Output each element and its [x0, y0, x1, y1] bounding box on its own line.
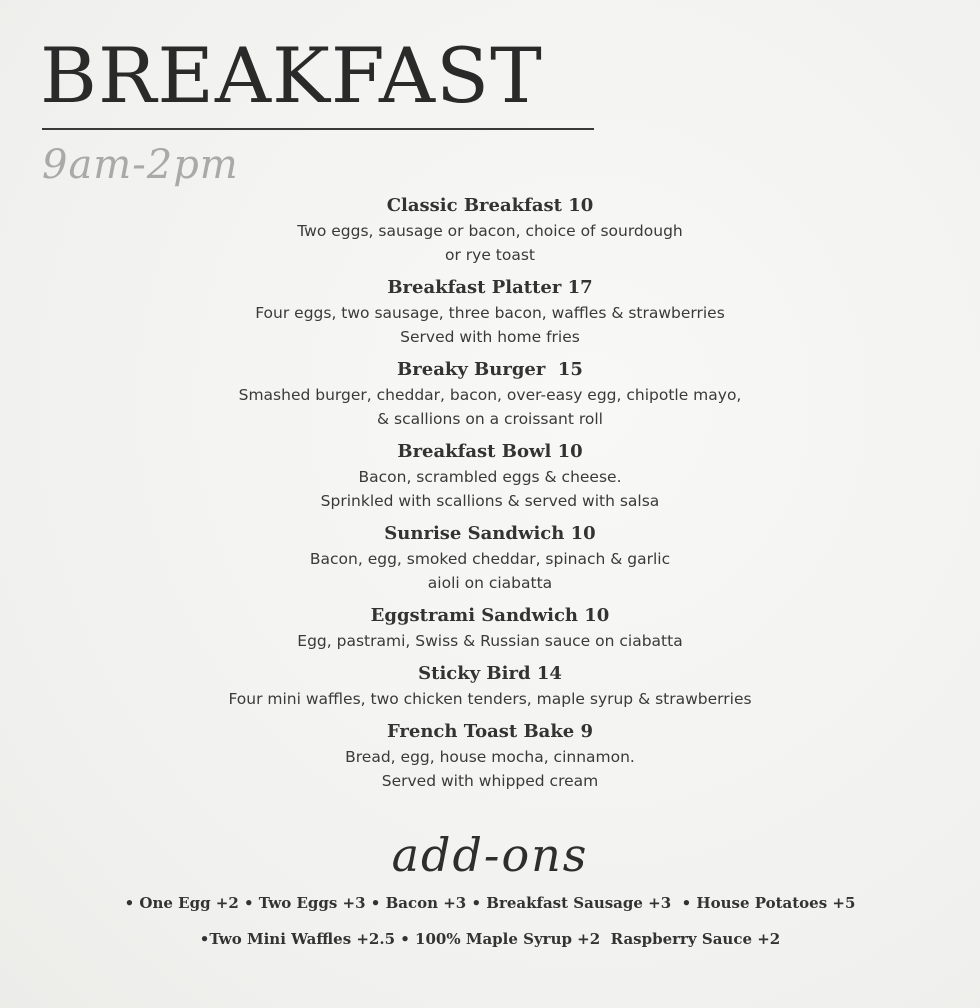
item-name: Breakfast Platter 17 — [387, 277, 593, 298]
title-divider — [42, 128, 594, 130]
item-name: Breakfast Bowl 10 — [397, 441, 583, 462]
menu-item-breakfast-bowl — [0, 439, 980, 513]
serving-hours: 9am-2pm — [42, 142, 239, 188]
item-name: Sticky Bird 14 — [418, 663, 562, 684]
menu-item-sticky-bird — [0, 661, 980, 711]
item-name: Sunrise Sandwich 10 — [384, 523, 596, 544]
item-description: Bacon, egg, smoked cheddar, spinach & garlic — [309, 550, 671, 568]
menu-item-breaky-burger — [0, 357, 980, 431]
item-description: Served with home fries — [400, 328, 580, 346]
item-description: Sprinkled with scallions & served with salsa — [320, 492, 660, 510]
menu-item-breakfast-platter — [0, 275, 980, 349]
item-description: or rye toast — [444, 246, 535, 264]
menu-item-sunrise-sandwich — [0, 521, 980, 595]
menu-title: BREAKFAST — [40, 31, 543, 120]
item-description: & scallions on a croissant roll — [377, 410, 603, 428]
item-description: Served with whipped cream — [381, 772, 599, 790]
item-description: Four mini waffles, two chicken tenders, maple syrup & strawberries — [228, 690, 752, 708]
item-description: Smashed burger, cheddar, bacon, over-easy egg, chipotle mayo, — [238, 386, 742, 404]
item-description: Four eggs, two sausage, three bacon, waffles & strawberries — [255, 304, 725, 322]
item-name: French Toast Bake 9 — [386, 721, 594, 742]
item-name: Breaky Burger 15 — [397, 359, 583, 380]
addons-list-line-2: •Two Mini Waffles +2.5 • 100% Maple Syrup +2 Raspberry Sauce +2 — [199, 930, 781, 948]
addons-title: add-ons — [391, 828, 589, 882]
menu-item-classic-breakfast — [0, 193, 980, 267]
menu-item-eggstrami-sandwich — [0, 603, 980, 653]
menu-items — [0, 193, 980, 793]
item-description: Two eggs, sausage or bacon, choice of sourdough — [297, 222, 683, 240]
item-description: Egg, pastrami, Swiss & Russian sauce on ciabatta — [297, 632, 683, 650]
item-description: Bacon, scrambled eggs & cheese. — [358, 468, 622, 486]
item-description: Bread, egg, house mocha, cinnamon. — [345, 748, 635, 766]
item-description: aioli on ciabatta — [427, 574, 553, 592]
item-name: Classic Breakfast 10 — [386, 195, 594, 216]
menu-item-french-toast-bake — [0, 719, 980, 793]
addons-list-line-1: • One Egg +2 • Two Eggs +3 • Bacon +3 • Breakfast Sausage +3 • House Potatoes +5 — [124, 894, 856, 912]
item-name: Eggstrami Sandwich 10 — [370, 605, 610, 626]
